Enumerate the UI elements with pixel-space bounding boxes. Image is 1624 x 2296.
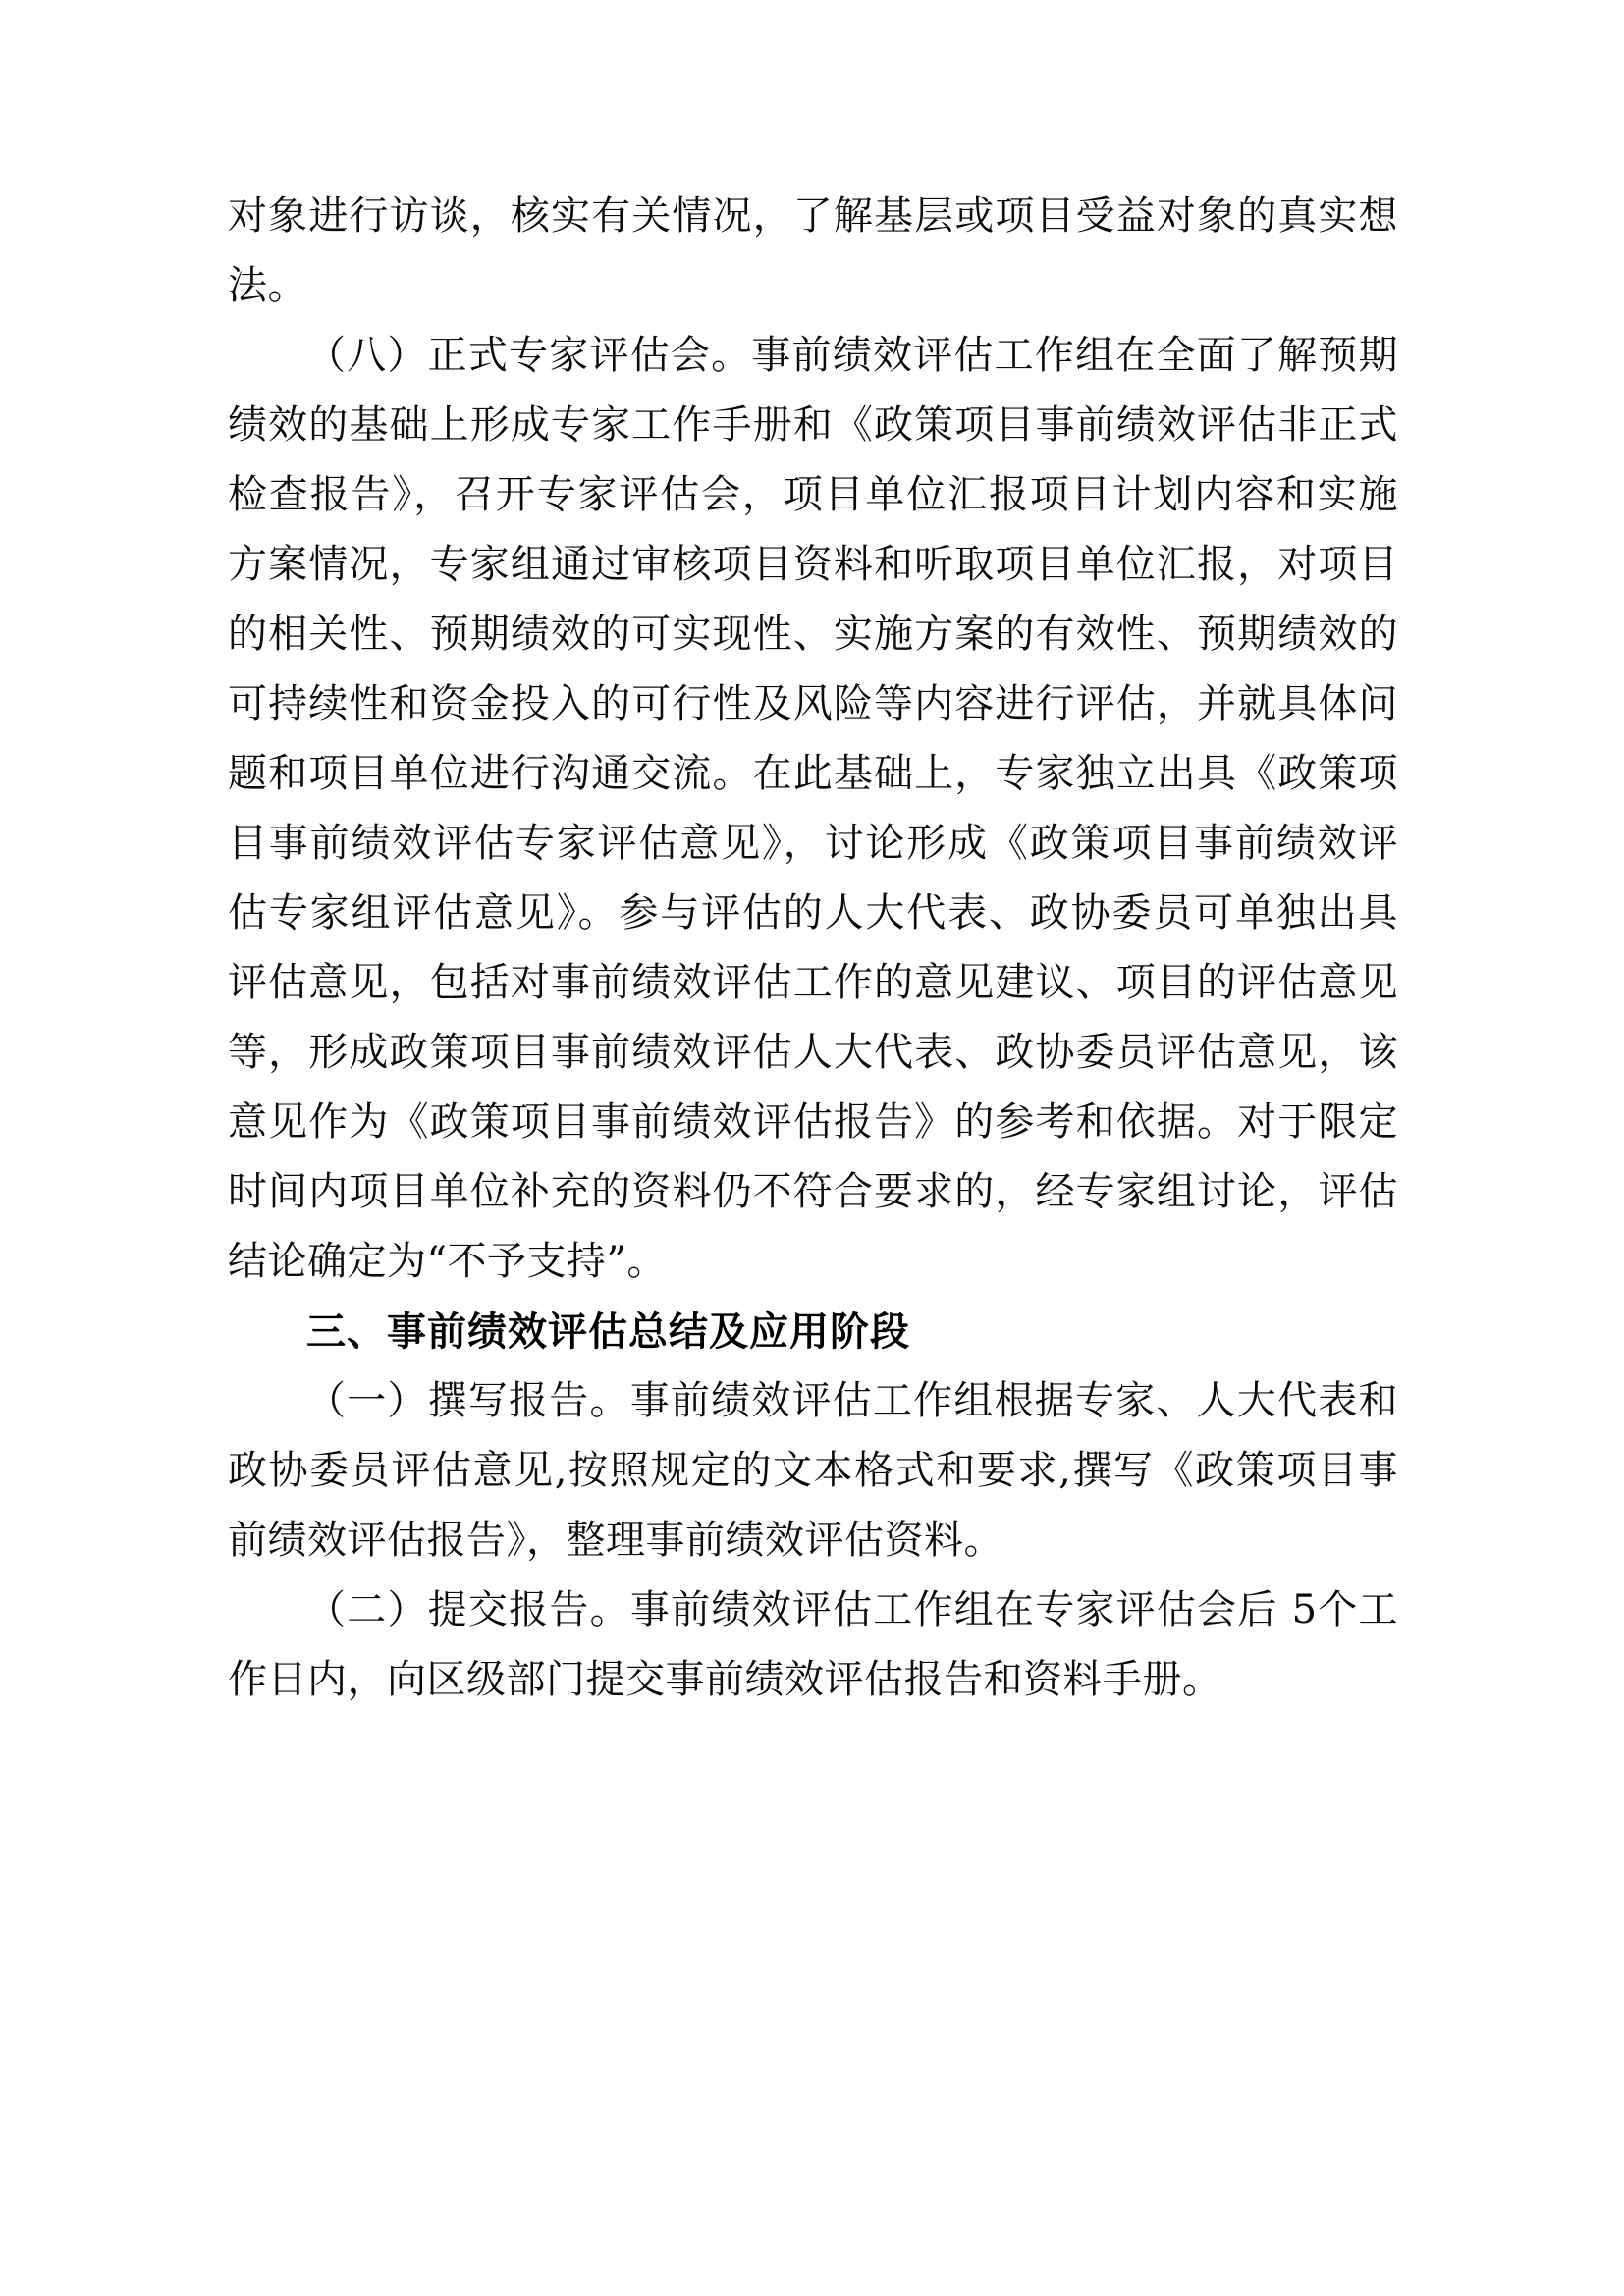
section-heading-three: 三、事前绩效评估总结及应用阶段 [306,1308,910,1355]
paragraph-continued-text: 对象进行访谈，核实有关情况，了解基层或项目受益对象的真实想法。 [228,193,1398,308]
paragraph-item-two-submit-report: （二）提交报告。事前绩效评估工作组在专家评估会后 5个工作日内，向区级部门提交事前绩效评估报告和资料手册。 [228,1587,1398,1702]
document-body [228,182,1398,1715]
paragraph-item-one-write-report: （一）撰写报告。事前绩效评估工作组根据专家、人大代表和政协委员评估意见,按照规定的文本格式和要求,撰写《政策项目事前绩效评估报告》，整理事前绩效评估资料。 [228,1378,1398,1563]
paragraph-section-eight: （八）正式专家评估会。事前绩效评估工作组在全面了解预期绩效的基础上形成专家工作手册和《政策项目事前绩效评估非正式检查报告》，召开专家评估会，项目单位汇报项目计划内容和实施方案情况，专家组通过审核项目资料和听取项目单位汇报，对项目的相关性、预期绩效的可实现性、实施方案的有效性、预期绩效的可持续性和资金投入的可行性及风险等内容进行评估，并就具体问题和项目单位进行沟通交流。在此基础上，专家独立出具《政策项目事前绩效评估专家评估意见》，讨论形成《政策项目事前绩效评估专家组评估意见》。参与评估的人大代表、政协委员可单独出具评估意见，包括对事前绩效评估工作的意见建议、项目的评估意见等，形成政策项目事前绩效评估人大代表、政协委员评估意见，该意见作为《政策项目事前绩效评估报告》的参考和依据。对于限定时间内项目单位补充的资料仍不符合要求的，经专家组讨论，评估结论确定为“不予支持”。 [228,333,1398,1284]
